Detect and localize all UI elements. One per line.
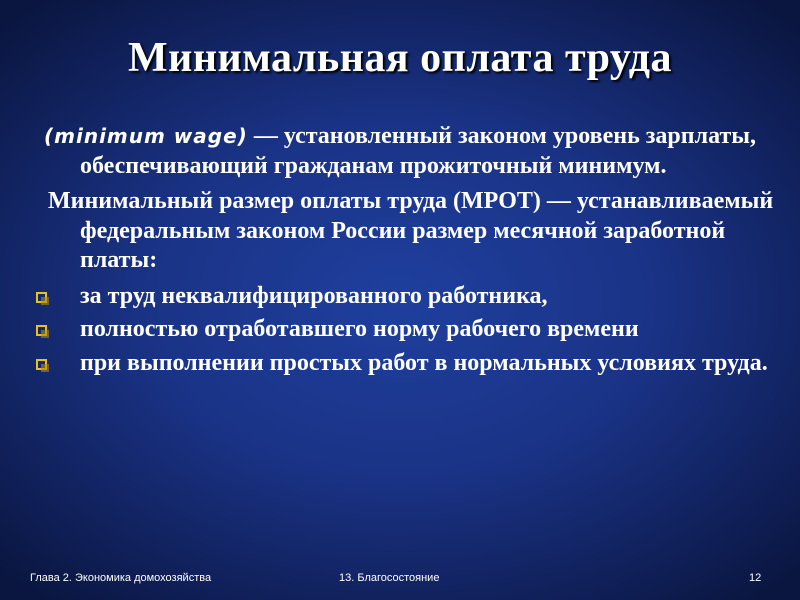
square-bullet-icon — [36, 325, 47, 336]
definition-paragraph — [36, 122, 776, 181]
footer-chapter: Глава 2. Экономика домохозяйства — [30, 572, 212, 584]
list-item — [36, 282, 776, 312]
slide-title: Минимальная оплата труда — [128, 35, 672, 81]
square-bullet-icon — [36, 292, 47, 303]
footer-section: 13. Благосостояние — [339, 572, 440, 584]
list-item — [36, 315, 776, 345]
bullet-text: за труд неквалифицированного работника, — [80, 282, 548, 309]
definition-text: — установленный законом уровень зарплаты, обеспечивающий гражданам прожиточный минимум. — [80, 123, 756, 179]
bullet-text: полностью отработавшего норму рабочего времени — [80, 316, 639, 342]
bullet-list — [36, 282, 776, 379]
slide-content — [36, 122, 776, 382]
mrot-paragraph: Минимальный размер оплаты труда (МРОТ) — устанавливаемый федеральным законом России размер месячной заработной платы: — [48, 188, 774, 273]
definition-term: (minimum wage) — [44, 124, 248, 148]
page-number: 12 — [749, 572, 762, 584]
list-item — [36, 349, 776, 379]
square-bullet-icon — [36, 359, 47, 370]
bullet-text: при выполнении простых работ в нормальных условиях труда. — [80, 349, 768, 376]
